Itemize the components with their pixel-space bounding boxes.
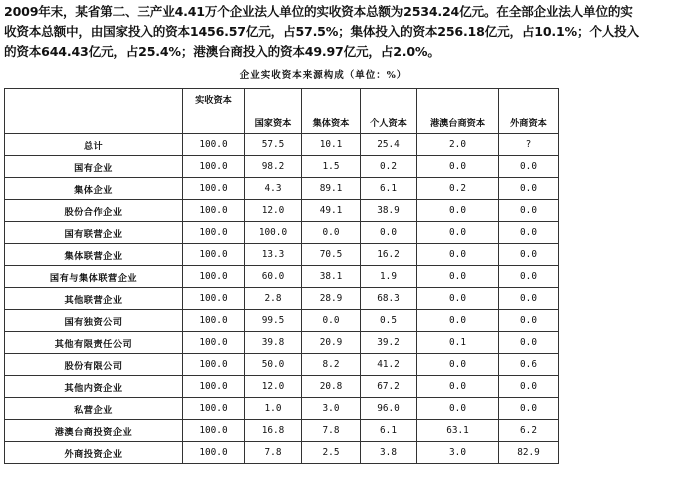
table-cell: 0.0 xyxy=(417,266,499,288)
table-cell: 100.0 xyxy=(183,178,245,200)
table-cell: 7.8 xyxy=(302,420,361,442)
table-cell: 0.0 xyxy=(499,288,559,310)
table-cell: 100.0 xyxy=(183,200,245,222)
table-cell: 68.3 xyxy=(361,288,417,310)
table-cell: 100.0 xyxy=(183,156,245,178)
table-row xyxy=(5,178,559,200)
table-cell: 1.5 xyxy=(302,156,361,178)
table-cell: 0.0 xyxy=(417,156,499,178)
table-cell: 0.0 xyxy=(361,222,417,244)
row-label: 集体联营企业 xyxy=(5,244,183,266)
column-header: 实收资本 xyxy=(183,89,245,134)
column-header: 国家资本 xyxy=(245,101,302,134)
table-cell: 0.0 xyxy=(499,398,559,420)
table-cell: 3.0 xyxy=(417,442,499,464)
table-cell: 10.1 xyxy=(302,134,361,156)
column-header: 集体资本 xyxy=(302,101,361,134)
table-row xyxy=(5,398,559,420)
table-cell: 57.5 xyxy=(245,134,302,156)
table-cell: 16.2 xyxy=(361,244,417,266)
table-cell: 0.0 xyxy=(417,398,499,420)
row-label: 国有企业 xyxy=(5,156,183,178)
table-cell: 89.1 xyxy=(302,178,361,200)
table-cell: 1.9 xyxy=(361,266,417,288)
table-cell: 82.9 xyxy=(499,442,559,464)
column-header: 港澳台商资本 xyxy=(417,101,499,134)
table-cell: 13.3 xyxy=(245,244,302,266)
table-cell: 8.2 xyxy=(302,354,361,376)
row-label: 其他联营企业 xyxy=(5,288,183,310)
row-label: 集体企业 xyxy=(5,178,183,200)
table-caption: 企业实收资本来源构成（单位：%） xyxy=(239,70,408,81)
table-cell: 20.8 xyxy=(302,376,361,398)
table-row xyxy=(5,200,559,222)
table-cell: 0.0 xyxy=(417,222,499,244)
table-cell: 38.1 xyxy=(302,266,361,288)
table-cell: 6.1 xyxy=(361,420,417,442)
table-cell: 60.0 xyxy=(245,266,302,288)
table-row xyxy=(5,266,559,288)
table-cell: 100.0 xyxy=(183,376,245,398)
table-cell: 20.9 xyxy=(302,332,361,354)
table-cell: 0.5 xyxy=(361,310,417,332)
table-cell: 49.1 xyxy=(302,200,361,222)
table-row xyxy=(5,288,559,310)
table-cell: 0.0 xyxy=(499,222,559,244)
table-cell: 12.0 xyxy=(245,200,302,222)
table-cell: 70.5 xyxy=(302,244,361,266)
capital-source-table xyxy=(4,88,559,464)
table-cell: 0.0 xyxy=(499,178,559,200)
row-label: 国有与集体联营企业 xyxy=(5,266,183,288)
table-cell: 0.0 xyxy=(417,310,499,332)
table-cell: 100.0 xyxy=(183,222,245,244)
table-cell: 0.0 xyxy=(417,288,499,310)
table-cell: 0.0 xyxy=(302,222,361,244)
table-cell: 39.2 xyxy=(361,332,417,354)
table-cell: 12.0 xyxy=(245,376,302,398)
table-cell: 39.8 xyxy=(245,332,302,354)
table-cell: 3.0 xyxy=(302,398,361,420)
table-cell: 0.0 xyxy=(499,266,559,288)
table-cell: 0.0 xyxy=(499,310,559,332)
table-cell: 0.0 xyxy=(499,156,559,178)
table-cell: 0.2 xyxy=(361,156,417,178)
table-cell: 100.0 xyxy=(183,398,245,420)
column-header: 外商资本 xyxy=(499,101,559,134)
table-cell: 100.0 xyxy=(183,354,245,376)
table-cell: 0.0 xyxy=(499,200,559,222)
row-label: 国有独资公司 xyxy=(5,310,183,332)
table-cell: 96.0 xyxy=(361,398,417,420)
table-cell: 25.4 xyxy=(361,134,417,156)
table-cell: 100.0 xyxy=(183,134,245,156)
row-label: 私营企业 xyxy=(5,398,183,420)
table-row xyxy=(5,310,559,332)
table-cell: 28.9 xyxy=(302,288,361,310)
header-row xyxy=(5,89,559,101)
column-header: 个人资本 xyxy=(361,101,417,134)
table-cell: 1.0 xyxy=(245,398,302,420)
table-row xyxy=(5,156,559,178)
table-row xyxy=(5,354,559,376)
table-row xyxy=(5,244,559,266)
table-cell: 7.8 xyxy=(245,442,302,464)
table-cell: 2.8 xyxy=(245,288,302,310)
table-cell: 41.2 xyxy=(361,354,417,376)
table-cell: 100.0 xyxy=(183,442,245,464)
table-cell: 98.2 xyxy=(245,156,302,178)
table-cell: 0.0 xyxy=(417,354,499,376)
row-label: 其他内资企业 xyxy=(5,376,183,398)
table-row xyxy=(5,332,559,354)
table-row xyxy=(5,420,559,442)
table-cell: 99.5 xyxy=(245,310,302,332)
table-cell: 100.0 xyxy=(183,420,245,442)
table-cell: 16.8 xyxy=(245,420,302,442)
table-row xyxy=(5,442,559,464)
table-cell: ? xyxy=(499,134,559,156)
table-cell: 0.0 xyxy=(499,332,559,354)
intro-line: 的资本644.43亿元，占25.4%；港澳台商投入的资本49.97亿元，占2.0%。 xyxy=(4,44,440,59)
table-cell: 3.8 xyxy=(361,442,417,464)
table-row xyxy=(5,134,559,156)
table-cell: 100.0 xyxy=(245,222,302,244)
row-label: 股份合作企业 xyxy=(5,200,183,222)
table-cell: 4.3 xyxy=(245,178,302,200)
table-cell: 63.1 xyxy=(417,420,499,442)
row-label: 国有联营企业 xyxy=(5,222,183,244)
intro-line: 收资本总额中，由国家投入的资本1456.57亿元，占57.5%；集体投入的资本256.18亿元，占10.1%；个人投入 xyxy=(4,24,639,39)
table-cell: 2.5 xyxy=(302,442,361,464)
table-cell: 0.0 xyxy=(417,376,499,398)
intro-line: 2009年末，某省第二、三产业4.41万个企业法人单位的实收资本总额为2534.24亿元。在全部企业法人单位的实 xyxy=(4,4,633,19)
table-cell: 6.1 xyxy=(361,178,417,200)
table-cell: 0.2 xyxy=(417,178,499,200)
table-cell: 100.0 xyxy=(183,310,245,332)
table-cell: 0.0 xyxy=(302,310,361,332)
table-cell: 0.6 xyxy=(499,354,559,376)
table-cell: 38.9 xyxy=(361,200,417,222)
table-cell: 0.0 xyxy=(417,200,499,222)
table-cell: 100.0 xyxy=(183,288,245,310)
row-label: 港澳台商投资企业 xyxy=(5,420,183,442)
table-cell: 67.2 xyxy=(361,376,417,398)
table-cell: 2.0 xyxy=(417,134,499,156)
row-label: 总计 xyxy=(5,134,183,156)
row-header-corner xyxy=(5,89,183,134)
table-cell: 50.0 xyxy=(245,354,302,376)
table-row xyxy=(5,222,559,244)
table-row xyxy=(5,376,559,398)
table-cell: 0.0 xyxy=(499,376,559,398)
row-label: 其他有限责任公司 xyxy=(5,332,183,354)
table-cell: 6.2 xyxy=(499,420,559,442)
row-label: 股份有限公司 xyxy=(5,354,183,376)
table-cell: 0.0 xyxy=(417,244,499,266)
table-cell: 100.0 xyxy=(183,266,245,288)
table-cell: 100.0 xyxy=(183,244,245,266)
table-cell: 0.0 xyxy=(499,244,559,266)
row-label: 外商投资企业 xyxy=(5,442,183,464)
table-cell: 100.0 xyxy=(183,332,245,354)
intro-paragraph xyxy=(4,2,683,62)
table-cell: 0.1 xyxy=(417,332,499,354)
